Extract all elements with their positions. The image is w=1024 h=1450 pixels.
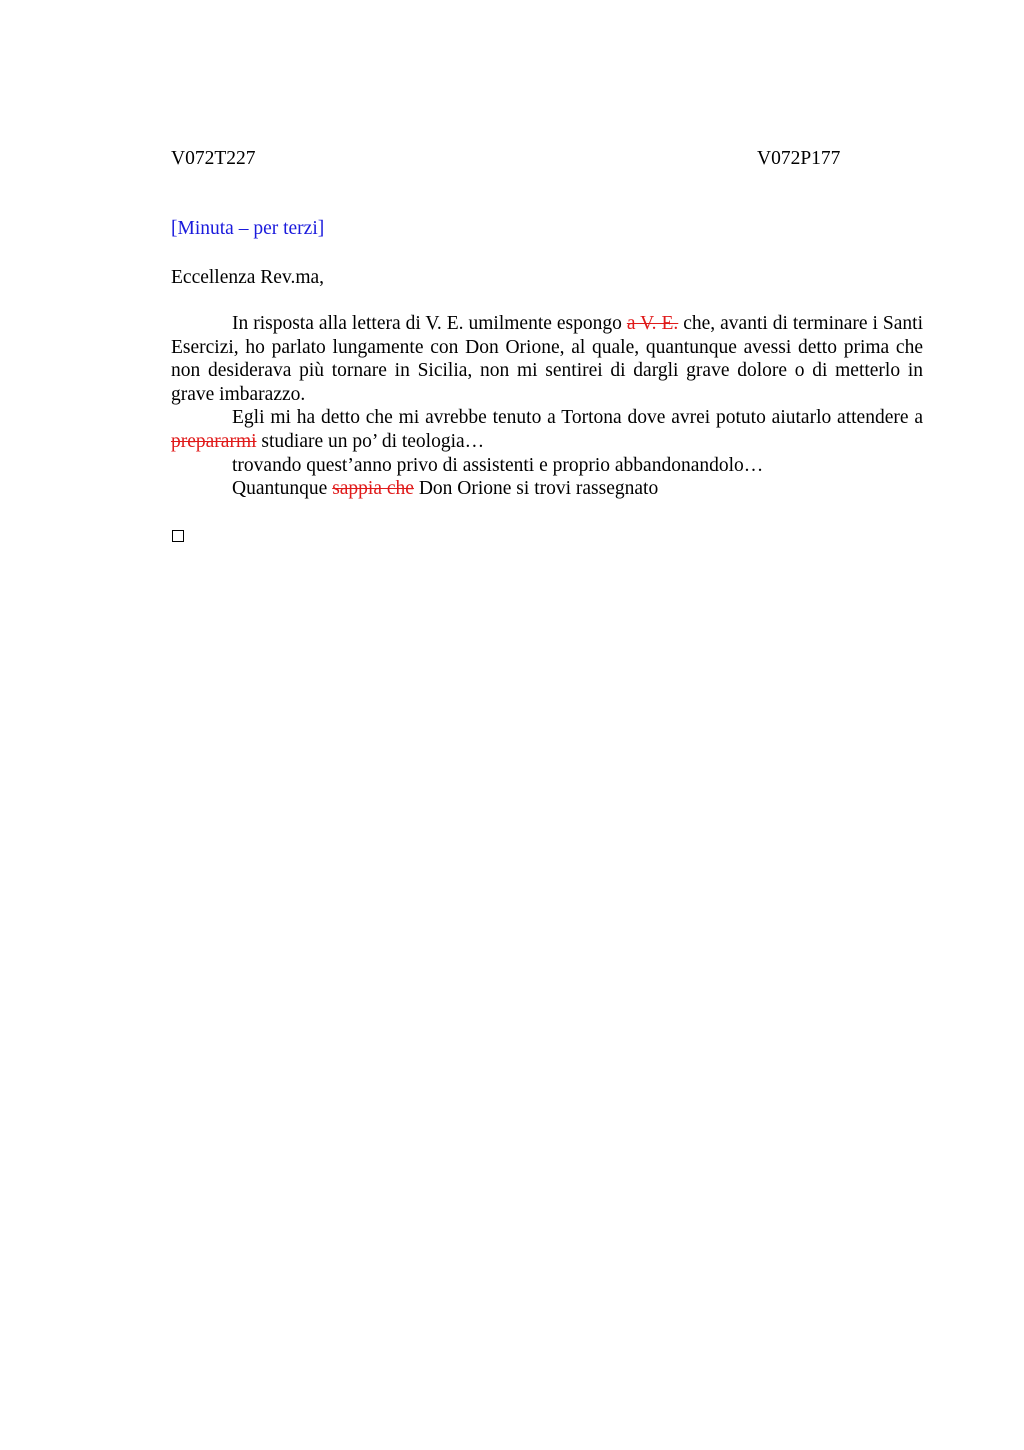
paragraph-1-text-before: In risposta alla lettera di V. E. umilmente espongo	[232, 313, 627, 334]
paragraph-3	[171, 454, 923, 478]
salutation: Eccellenza Rev.ma,	[171, 267, 325, 288]
paragraph-2-text-before: Egli mi ha detto che mi avrebbe tenuto a Tortona dove avrei potuto aiutarlo attendere a	[232, 407, 923, 429]
paragraph-4	[171, 477, 923, 501]
document-ref-right: V072P177	[757, 148, 841, 169]
editorial-note: [Minuta – per terzi]	[171, 218, 325, 239]
paragraph-1-deletion: a V. E.	[626, 313, 679, 334]
document-ref-left: V072T227	[171, 148, 256, 169]
paragraph-4-text-after: Don Orione si trovi rassegnato	[413, 478, 659, 500]
paragraph-1	[171, 312, 923, 406]
paragraph-2-deletion: prepararmi	[171, 430, 257, 452]
paragraph-3-text: trovando quest’anno privo di assistenti e proprio abbandonandolo…	[232, 454, 764, 476]
letter-body	[171, 312, 923, 501]
paragraph-4-deletion: sappia che	[332, 478, 414, 500]
empty-square-icon	[172, 530, 184, 542]
paragraph-4-text-before: Quantunque	[232, 478, 333, 500]
paragraph-1-text-after: che, avanti di terminare i Santi Esercizi, ho parlato lungamente con Don Orione, al quale, quantunque avessi detto prima che non desiderava più tornare in Sicilia, non mi sentirei di dargli grave dolore o di metterlo in grave imbarazzo.	[171, 313, 923, 405]
paragraph-2-text-after: studiare un po’ di teologia…	[256, 430, 485, 452]
paragraph-2	[171, 406, 923, 453]
